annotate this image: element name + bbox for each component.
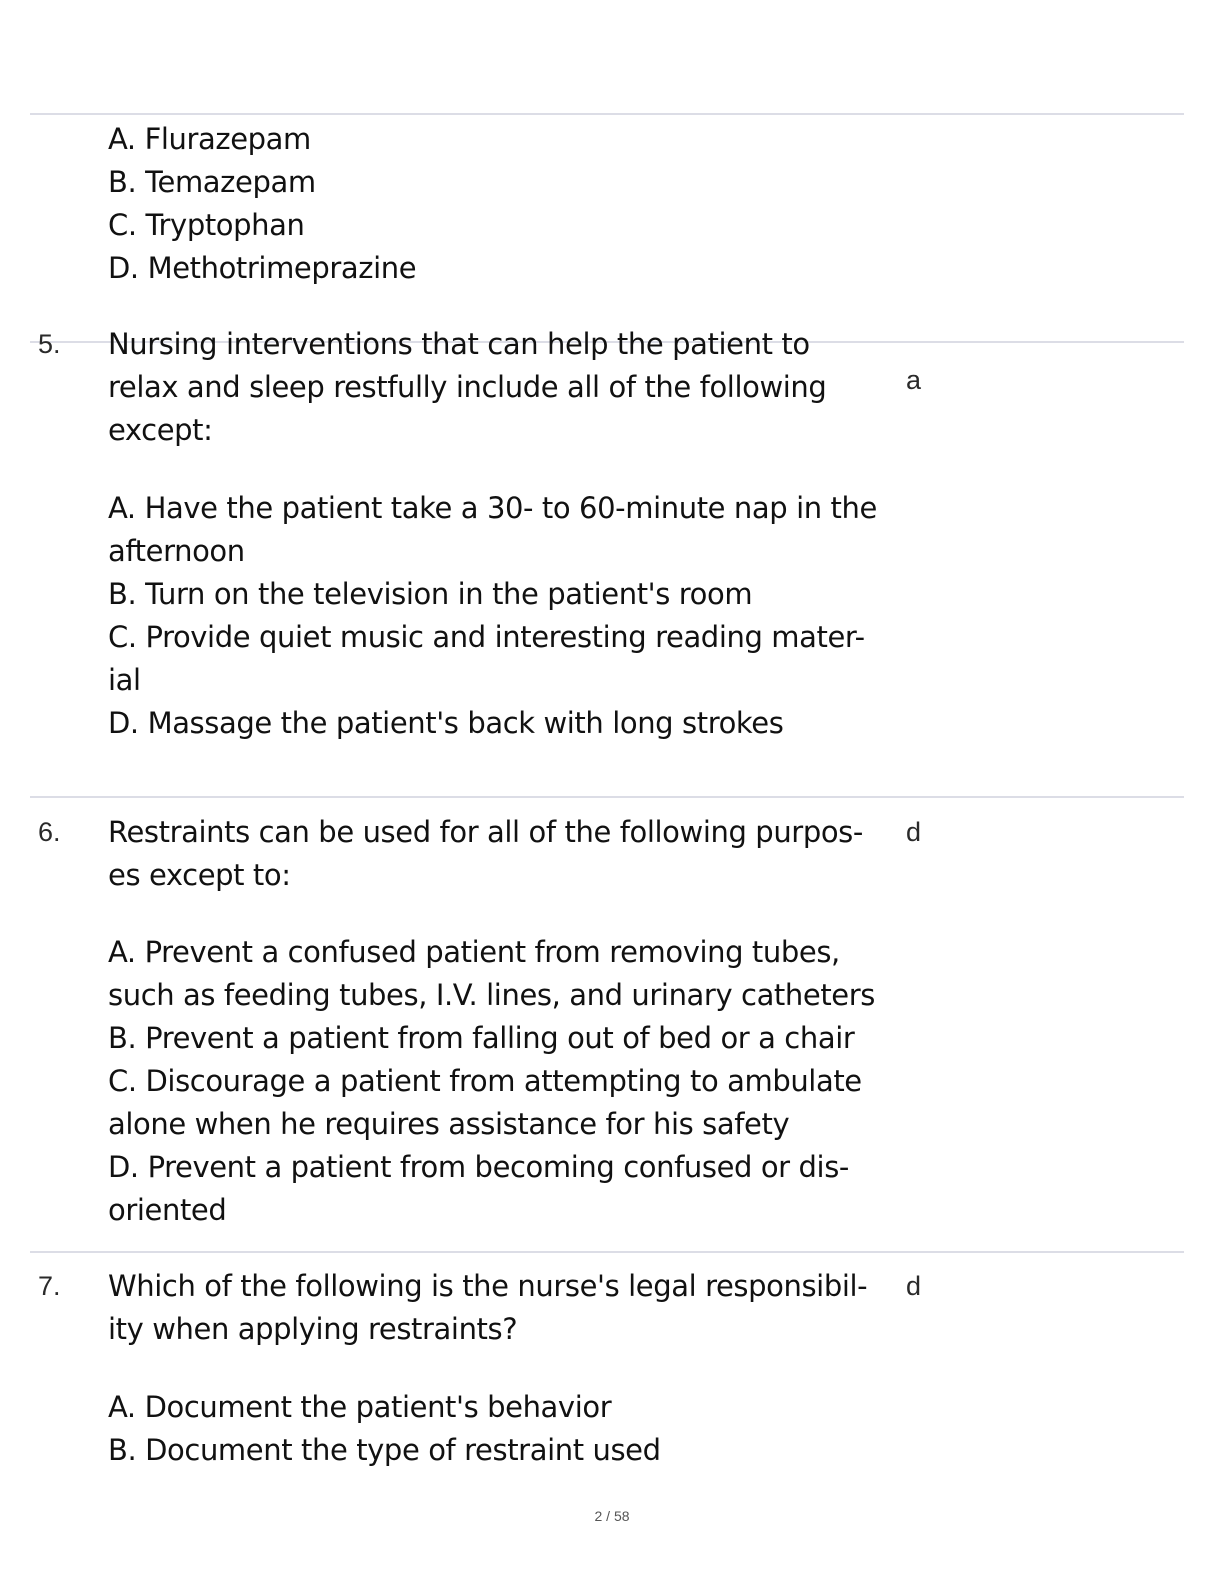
question-number: 5. xyxy=(38,329,61,359)
question-text-line: except: xyxy=(108,413,213,447)
question-text xyxy=(108,323,908,452)
question-text-line: Nursing interventions that can help the patient to xyxy=(108,327,810,361)
question-text-line: es except to: xyxy=(108,858,291,892)
divider-q6 xyxy=(30,796,1184,798)
question-text-line: Restraints can be used for all of the following purpos- xyxy=(108,815,863,849)
option: D. Methotrimeprazine xyxy=(108,251,417,285)
question-text-line: relax and sleep restfully include all of the following xyxy=(108,370,827,404)
answer-key: d xyxy=(906,1271,922,1301)
question-number: 6. xyxy=(38,817,61,847)
question-number: 7. xyxy=(38,1271,61,1301)
options-list xyxy=(108,487,908,745)
option: B. Document the type of restraint used xyxy=(108,1433,661,1467)
option: A. Document the patient's behavior xyxy=(108,1390,612,1424)
option: A. Flurazepam xyxy=(108,122,311,156)
options-list xyxy=(108,1386,908,1472)
option: such as feeding tubes, I.V. lines, and urinary catheters xyxy=(108,978,875,1012)
option: D. Massage the patient's back with long strokes xyxy=(108,706,784,740)
option: C. Provide quiet music and interesting reading mater- xyxy=(108,620,865,654)
answer-key: a xyxy=(906,365,922,395)
option: C. Tryptophan xyxy=(108,208,305,242)
question-text xyxy=(108,1265,908,1351)
continued-options xyxy=(108,118,908,290)
option: ial xyxy=(108,663,141,697)
divider-top xyxy=(30,113,1184,115)
option: alone when he requires assistance for his safety xyxy=(108,1107,790,1141)
option: A. Prevent a confused patient from removing tubes, xyxy=(108,935,840,969)
option: A. Have the patient take a 30- to 60-minute nap in the xyxy=(108,491,877,525)
divider-q7 xyxy=(30,1251,1184,1253)
option: D. Prevent a patient from becoming confused or dis- xyxy=(108,1150,849,1184)
options-list xyxy=(108,931,908,1232)
question-text-line: Which of the following is the nurse's legal responsibil- xyxy=(108,1269,868,1303)
option: oriented xyxy=(108,1193,227,1227)
option: B. Turn on the television in the patient's room xyxy=(108,577,753,611)
option: B. Prevent a patient from falling out of bed or a chair xyxy=(108,1021,855,1055)
page-number: 2 / 58 xyxy=(594,1508,630,1524)
option: C. Discourage a patient from attempting to ambulate xyxy=(108,1064,862,1098)
question-text-line: ity when applying restraints? xyxy=(108,1312,518,1346)
option: B. Temazepam xyxy=(108,165,316,199)
question-text xyxy=(108,811,908,897)
answer-key: d xyxy=(906,817,922,847)
option: afternoon xyxy=(108,534,245,568)
